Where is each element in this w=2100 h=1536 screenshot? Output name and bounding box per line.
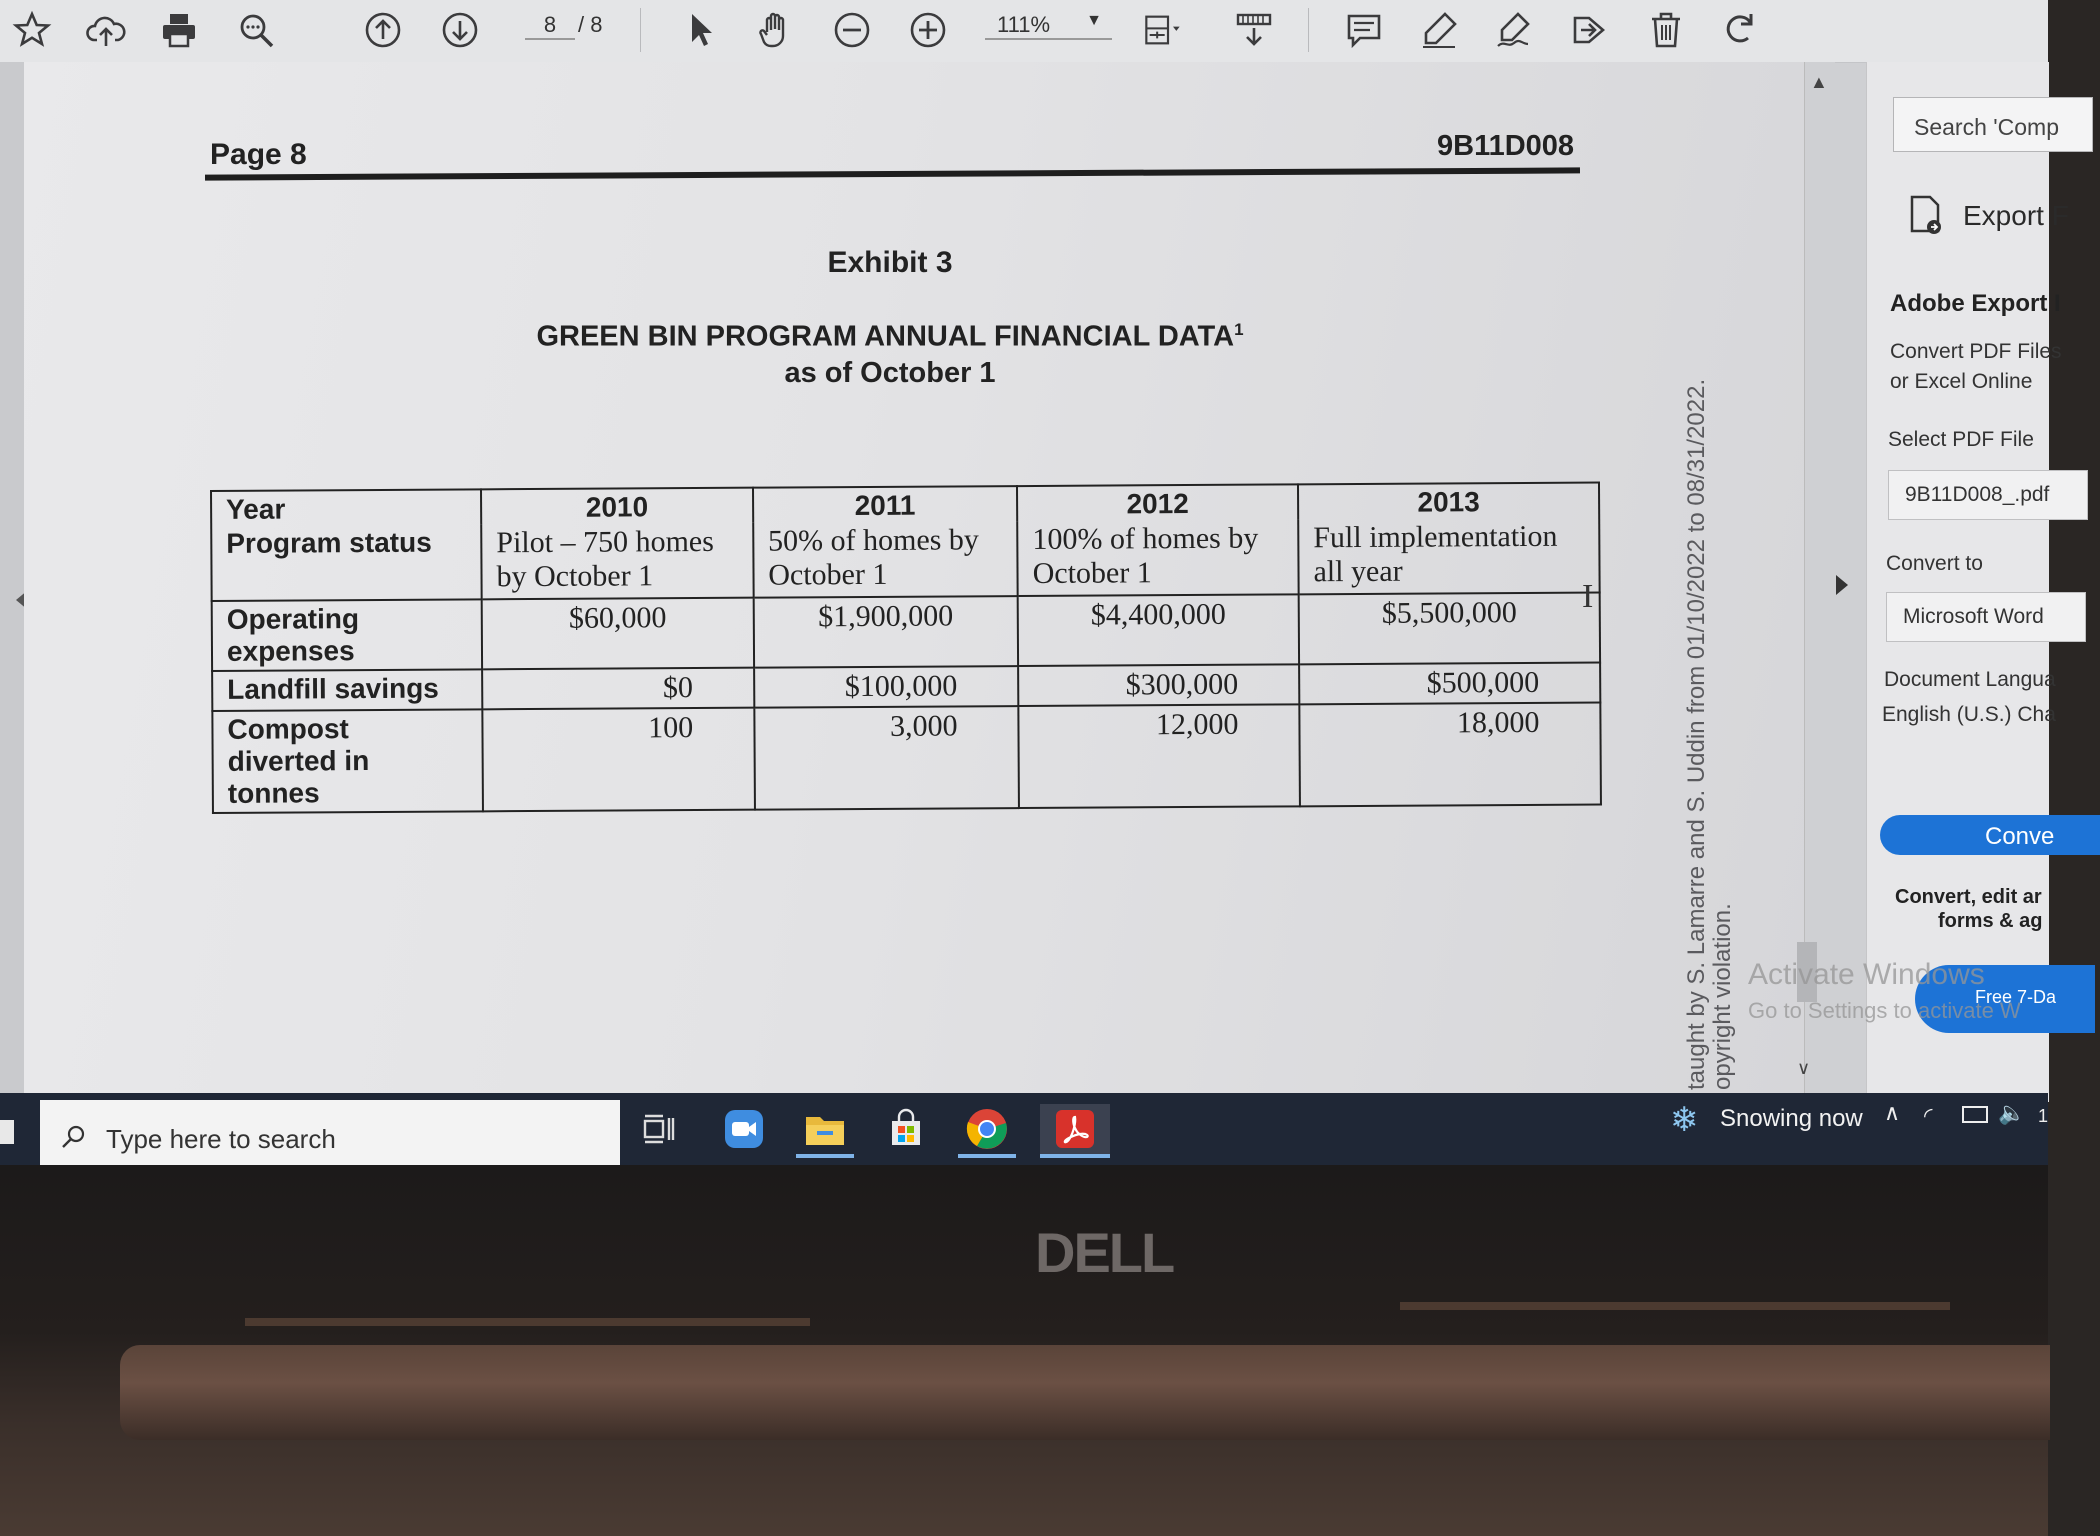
page-number-input[interactable]: 8 — [525, 12, 575, 40]
scroll-mode-icon[interactable] — [1230, 6, 1278, 54]
page-label: Page 8 — [210, 138, 307, 171]
store-icon[interactable] — [877, 1104, 935, 1154]
chrome-icon[interactable] — [958, 1104, 1016, 1158]
tools-search-input[interactable]: Search 'Comp — [1893, 97, 2093, 152]
convert-button[interactable]: Conve — [1880, 815, 2100, 855]
snow-icon: ❄ — [1670, 1101, 1699, 1139]
operating-expenses-cell: $60,000 — [482, 598, 754, 670]
scroll-up-icon[interactable]: ▲ — [1810, 72, 1828, 92]
scroll-down-icon[interactable]: ∨ — [1797, 1058, 1811, 1078]
cell-line: 50% of homes by — [767, 523, 979, 558]
program-status-cell — [1298, 518, 1599, 595]
share-icon[interactable] — [1565, 6, 1613, 54]
chevron-up-icon[interactable]: ∧ — [1884, 1100, 1901, 1125]
landfill-savings-cell: $100,000 — [754, 666, 1019, 708]
battery-icon[interactable] — [1962, 1106, 1988, 1123]
label-line: tonnes — [227, 777, 320, 809]
label-line: Compost — [227, 713, 349, 745]
compost-cell: 3,000 — [754, 706, 1019, 810]
highlight-icon[interactable] — [1415, 6, 1463, 54]
acrobat-toolbar — [0, 0, 2048, 63]
year-2013: 2013 — [1298, 483, 1599, 520]
compost-cell: 12,000 — [1018, 704, 1299, 808]
page-total: / 8 — [578, 12, 603, 37]
select-file-label: Select PDF File — [1888, 428, 2034, 451]
year-2012: 2012 — [1017, 484, 1298, 521]
operating-expenses-label — [212, 599, 482, 671]
next-page-icon[interactable] — [436, 6, 484, 54]
acrobat-icon[interactable] — [1040, 1104, 1110, 1158]
table-row-compost — [212, 703, 1601, 813]
cell-line: October 1 — [1032, 556, 1152, 590]
landfill-savings-cell: $300,000 — [1018, 664, 1299, 706]
financial-data-table — [210, 482, 1602, 814]
activate-windows-subtitle: Go to Settings to activate W — [1748, 998, 2021, 1023]
delete-icon[interactable] — [1642, 6, 1690, 54]
label-line: Operating — [226, 603, 360, 635]
document-language-value[interactable]: English (U.S.) Cha — [1882, 703, 2056, 726]
program-status-cell — [481, 523, 753, 600]
comment-icon[interactable] — [1340, 6, 1388, 54]
taskbar-clock[interactable]: 1 — [2038, 1106, 2049, 1126]
toolbar-divider — [1308, 8, 1309, 52]
select-cursor-icon[interactable] — [676, 6, 724, 54]
convert-format-select[interactable]: Microsoft Word — [1886, 592, 2086, 642]
copyright-watermark — [1683, 378, 1736, 1090]
toolbar-divider — [640, 8, 641, 52]
table-row-program-status — [211, 518, 1599, 601]
program-status-label: Program status — [211, 524, 481, 601]
operating-expenses-cell: $5,500,000 — [1299, 593, 1600, 665]
taskbar-search-placeholder: Type here to search — [106, 1124, 336, 1154]
windows-start-icon[interactable] — [0, 1120, 14, 1144]
year-label: Year — [211, 489, 481, 526]
file-explorer-icon[interactable] — [796, 1104, 854, 1158]
landfill-savings-cell: $0 — [482, 668, 754, 710]
cell-line: 100% of homes by — [1032, 521, 1259, 556]
cell-line: Full implementation — [1313, 519, 1558, 555]
year-2011: 2011 — [753, 486, 1018, 523]
page-fit-icon[interactable] — [1135, 6, 1191, 54]
zoom-in-icon[interactable] — [904, 6, 952, 54]
export-description: or Excel Online — [1890, 370, 2033, 393]
cell-line: October 1 — [768, 557, 888, 592]
program-status-cell — [1017, 519, 1298, 596]
label-line: diverted in — [227, 745, 370, 777]
weather-status[interactable]: Snowing now — [1720, 1105, 1863, 1132]
landfill-savings-cell: $500,000 — [1299, 663, 1600, 705]
star-icon[interactable] — [8, 6, 56, 54]
table-title-block — [0, 312, 1780, 391]
promo-text: Convert, edit ar — [1895, 886, 2042, 908]
promo-text: forms & ag — [1938, 910, 2043, 932]
free-trial-button[interactable]: Free 7-Da — [1915, 965, 2095, 1033]
table-row-operating-expenses — [212, 593, 1600, 671]
export-pdf-icon — [1910, 195, 1942, 235]
prev-page-icon[interactable] — [359, 6, 407, 54]
chevron-down-icon: ▼ — [1086, 12, 1102, 29]
text-cursor-icon: I — [1582, 578, 1594, 615]
zoom-level-value: 111% — [997, 12, 1051, 37]
zoom-app-icon[interactable] — [715, 1104, 773, 1154]
zoom-out-icon[interactable] — [828, 6, 876, 54]
program-status-cell — [753, 521, 1018, 598]
compost-cell: 100 — [482, 708, 754, 812]
zoom-level-select[interactable] — [985, 12, 1112, 40]
cloud-upload-icon[interactable] — [82, 6, 130, 54]
export-description: Convert PDF Files — [1890, 340, 2062, 363]
cell-line: by October 1 — [496, 559, 654, 594]
left-nav-strip — [0, 62, 24, 1102]
selected-file-field[interactable]: 9B11D008_.pdf — [1888, 470, 2088, 520]
landfill-savings-label: Landfill savings — [212, 669, 482, 711]
compost-cell: 18,000 — [1299, 703, 1601, 807]
search-icon — [60, 1124, 86, 1150]
volume-icon[interactable]: 🔈 — [1998, 1100, 2026, 1125]
document-language-label: Document Langua — [1884, 668, 2056, 691]
convert-to-label: Convert to — [1886, 552, 1983, 575]
zoom-search-icon[interactable] — [232, 6, 280, 54]
watermark-line: taught by S. Lamarre and S. Uddin from 01/10/2022 to 08/31/2022. — [1683, 378, 1710, 1090]
sign-icon[interactable] — [1490, 6, 1538, 54]
label-line: expenses — [226, 635, 355, 667]
exhibit-heading: Exhibit 3 — [827, 246, 953, 279]
bezel-strip — [245, 1318, 810, 1326]
export-heading: Adobe Export I — [1890, 290, 2061, 317]
laptop-hinge — [120, 1345, 2050, 1440]
watermark-line: opyright violation. — [1709, 903, 1736, 1090]
activate-windows-title: Activate Windows — [1748, 958, 1985, 991]
wifi-icon[interactable]: ◜ — [1924, 1103, 1933, 1128]
compost-label — [212, 709, 483, 813]
bezel-strip — [1400, 1302, 1950, 1310]
table-title: GREEN BIN PROGRAM ANNUAL FINANCIAL DATA — [536, 320, 1235, 353]
hand-icon[interactable] — [752, 6, 800, 54]
document-id: 9B11D008 — [1437, 130, 1575, 162]
task-view-icon[interactable] — [630, 1104, 688, 1154]
export-pdf-tool[interactable]: Export F — [1963, 200, 2069, 231]
footnote-marker: 1 — [1234, 320, 1244, 339]
operating-expenses-cell: $1,900,000 — [753, 596, 1018, 668]
cell-line: Pilot – 750 homes — [496, 524, 714, 560]
print-icon[interactable] — [155, 6, 203, 54]
cell-line: all year — [1313, 554, 1403, 589]
brand-logo: DELL — [1035, 1221, 1174, 1284]
operating-expenses-cell: $4,400,000 — [1018, 594, 1299, 666]
rotate-icon[interactable] — [1716, 6, 1764, 54]
collapse-right-pane-icon[interactable] — [1836, 575, 1848, 595]
year-2010: 2010 — [481, 488, 753, 525]
table-subtitle: as of October 1 — [784, 356, 996, 389]
